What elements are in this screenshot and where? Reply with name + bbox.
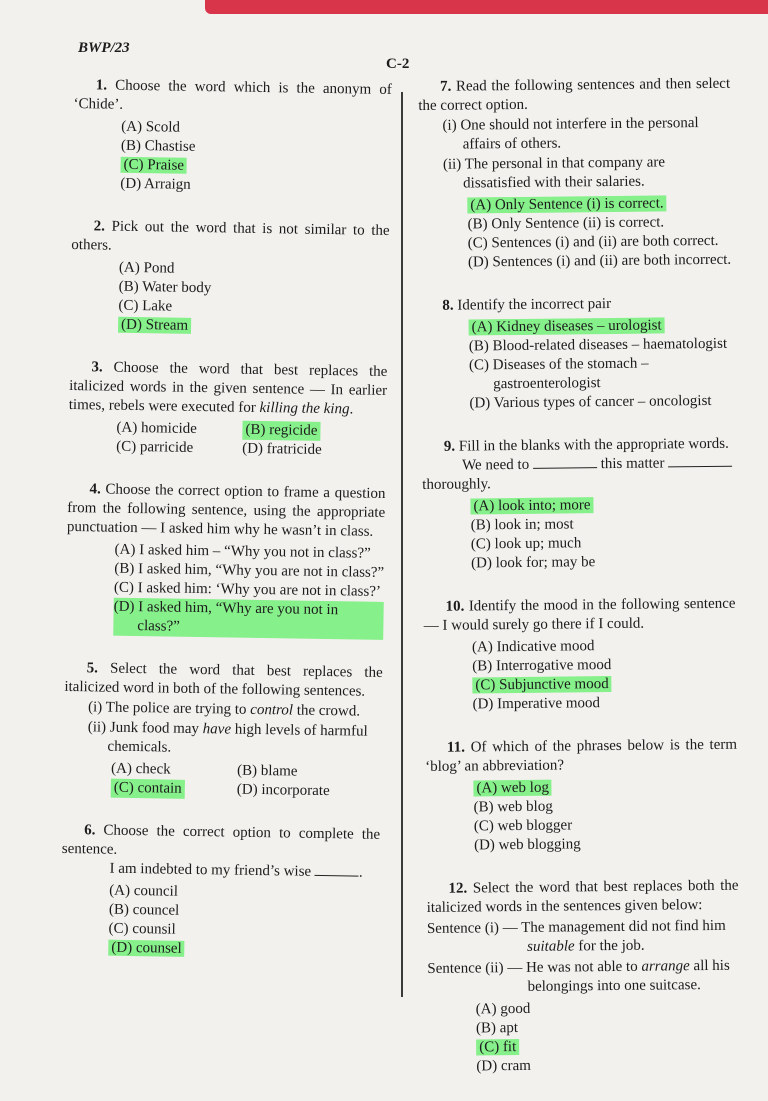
highlighted-answer: (B) regicide — [242, 421, 320, 441]
question-3: 3. Choose the word that best replaces the italicized words in the given sentence — In earlier times, rebels were executed for killing the king. (A) homicide (B) regicide (C) parricide (D) fratricide — [68, 359, 388, 458]
highlighted-answer: (C) Praise — [120, 157, 187, 174]
option: (A) Scold — [121, 118, 181, 136]
top-color-strip — [205, 0, 768, 14]
option: (C) Diseases of the stomach – gastroenterologist — [468, 355, 649, 393]
question-10: 10. Identify the mood in the following sentence — I would surely go there if I could. (A) Indicative mood (B) Interrogative mood (C) Subjunctive mood (D) Imperative mood — [423, 595, 736, 715]
question-text: Choose the word which is the anonym of ‘Chide’. — [73, 77, 392, 113]
option: (A) homicide — [116, 419, 197, 437]
question-text: Read the following sentences and then select the correct option. — [418, 75, 731, 114]
option: (C) parricide — [116, 438, 194, 456]
question-11: 11. Of which of the phrases below is the term ‘blog’ an abbreviation? (A) web log (B) web blog (C) web blogger (D) web blogging — [425, 736, 738, 856]
option: (D) cram — [476, 1057, 531, 1075]
question-5: 5. Select the word that best replaces the italicized word in both of the following sentences. (i) The police are trying to control the crowd. (ii) Junk food may have high levels of harmful chemicals. (A) check (B) blame (C) contain (D) incorporate — [64, 660, 383, 800]
option: (B) Chastise — [120, 137, 196, 155]
page-number: C-2 — [386, 56, 410, 72]
option: (A) good — [475, 1000, 531, 1018]
question-text: Choose the correct option to complete the sentence. — [61, 822, 381, 858]
highlighted-answer: (D) Stream — [118, 317, 191, 334]
italic-phrase: killing the king — [259, 399, 350, 418]
option: (B) Blood-related diseases – haematologist — [468, 335, 728, 355]
option: (B) web blog — [473, 798, 553, 816]
question-text: Select the word that best replaces both the italicized words in the sentences given below: — [426, 877, 739, 916]
option: (A) I asked him – “Why you not in class?” — [114, 541, 371, 562]
fill-blank — [668, 454, 732, 468]
question-6: 6. Choose the correct option to complete the sentence. I am indebted to my friend’s wise . (A) council (B) councel (C) counsil (D) counsel — [61, 822, 381, 957]
question-text: Select the word that best replaces the italicized word in both of the following sentences. — [64, 660, 383, 700]
option: (C) Lake — [118, 297, 173, 315]
fill-blank — [533, 455, 597, 469]
highlighted-answer: (C) Subjunctive mood — [472, 676, 611, 693]
option: (A) check — [110, 760, 171, 778]
question-7: 7. Read the following sentences and then select the correct option. (i) One should not interfere in the personal affairs of others. (ii) The personal in that company are dissatisfied with their salaries. (A) Only Sentence (i) is correct. (B) Only Sentence (ii) is correct. (C) Sentences (i) and (ii) are both correct. (D) Sentences (i) and (ii) are both incorrect. — [418, 75, 732, 273]
paper-code: BWP/23 — [78, 40, 130, 56]
column-divider — [401, 92, 403, 997]
right-column — [418, 75, 741, 1101]
question-text: Choose the correct option to frame a question from the following sentence, using the appropriate punctuation — I asked him why he wasn’t in class. — [66, 481, 386, 540]
option: (C) counsil — [108, 920, 176, 938]
option: (C) Sentences (i) and (ii) are both correct. — [467, 232, 719, 252]
option: (A) council — [109, 882, 179, 900]
option: (D) fratricide — [242, 440, 322, 458]
option: (D) Arraign — [120, 175, 191, 193]
question-8: 8. Identify the incorrect pair (A) Kidney diseases – urologist (B) Blood-related diseases – haematologist (C) Diseases of the stomach – gastroenterologist (D) Various types of cancer – oncologist — [420, 294, 733, 414]
option: (D) web blogging — [473, 836, 581, 854]
highlighted-answer: (A) look into; more — [470, 497, 593, 514]
option: (B) blame — [236, 762, 298, 780]
option: (A) Pond — [118, 259, 175, 277]
option: (D) Imperative mood — [472, 695, 601, 713]
option: (C) look up; much — [470, 535, 582, 553]
option: (D) Sentences (i) and (ii) are both incorrect. — [467, 251, 732, 271]
option: (D) incorporate — [236, 781, 330, 800]
highlighted-answer: (A) Only Sentence (i) is correct. — [467, 195, 666, 213]
highlighted-answer: (A) web log — [473, 780, 552, 797]
option: (B) look in; most — [470, 516, 574, 534]
highlighted-answer: (D) I asked him, “Why are you not in class?” — [113, 598, 384, 640]
option: (C) I asked him: ‘Why you are not in class?’ — [113, 579, 382, 600]
left-column — [60, 76, 392, 986]
option: (B) I asked him, “Why you are not in class?” — [114, 560, 385, 581]
option: (B) Water body — [118, 278, 212, 297]
option: (B) apt — [475, 1020, 519, 1037]
option: (D) look for; may be — [471, 554, 596, 572]
question-2: 2. Pick out the word that is not similar to the others. (A) Pond (B) Water body (C) Lake (D) Stream — [71, 218, 390, 334]
fill-blank — [315, 863, 359, 877]
question-4: 4. Choose the correct option to frame a question from the following sentence, using the appropriate punctuation — I asked him why he wasn’t in class. (A) I asked him – “Why you not in class?” (B) I asked him, “Why you are not in class?” (C) I asked him: ‘Why you are not in class?’ (D) I asked him, “Why are you not in class?” — [65, 480, 385, 640]
question-12: 12. Select the word that best replaces both the italicized words in the sentences given below: Sentence (i) — The management did not find him suitable for the job. Sentence (ii) — He was not able to arrange all his belongings into one suitcase. (A) good (B) apt (C) fit (D) cram — [426, 877, 740, 1077]
question-1: 1. Choose the word which is the anonym of ‘Chide’. (A) Scold (B) Chastise (C) Praise (D) Arraign — [72, 76, 392, 198]
option: (B) Only Sentence (ii) is correct. — [467, 214, 665, 233]
option: (A) Indicative mood — [471, 638, 595, 656]
option: (B) councel — [108, 901, 180, 919]
question-text: Identify the incorrect pair — [457, 295, 612, 314]
option: (B) Interrogative mood — [472, 657, 612, 675]
highlighted-answer: (C) fit — [476, 1039, 519, 1055]
highlighted-answer: (D) counsel — [108, 940, 185, 957]
option: (C) web blogger — [473, 817, 573, 835]
option: (D) Various types of cancer – oncologist — [469, 392, 712, 412]
question-text: Pick out the word that is not similar to the others. — [71, 218, 390, 254]
question-text: Fill in the blanks with the appropriate words. — [458, 435, 729, 455]
highlighted-answer: (C) contain — [111, 779, 185, 799]
question-text: Identify the mood in the following sentence — I would surely go there if I could. — [423, 595, 736, 634]
question-9: 9. Fill in the blanks with the appropriate words. We need to this matter thoroughly. (A) look into; more (B) look in; most (C) look up; much (D) look for; may be — [422, 435, 735, 574]
highlighted-answer: (A) Kidney diseases – urologist — [469, 317, 665, 335]
question-text: Of which of the phrases below is the term ‘blog’ an abbreviation? — [425, 736, 738, 775]
